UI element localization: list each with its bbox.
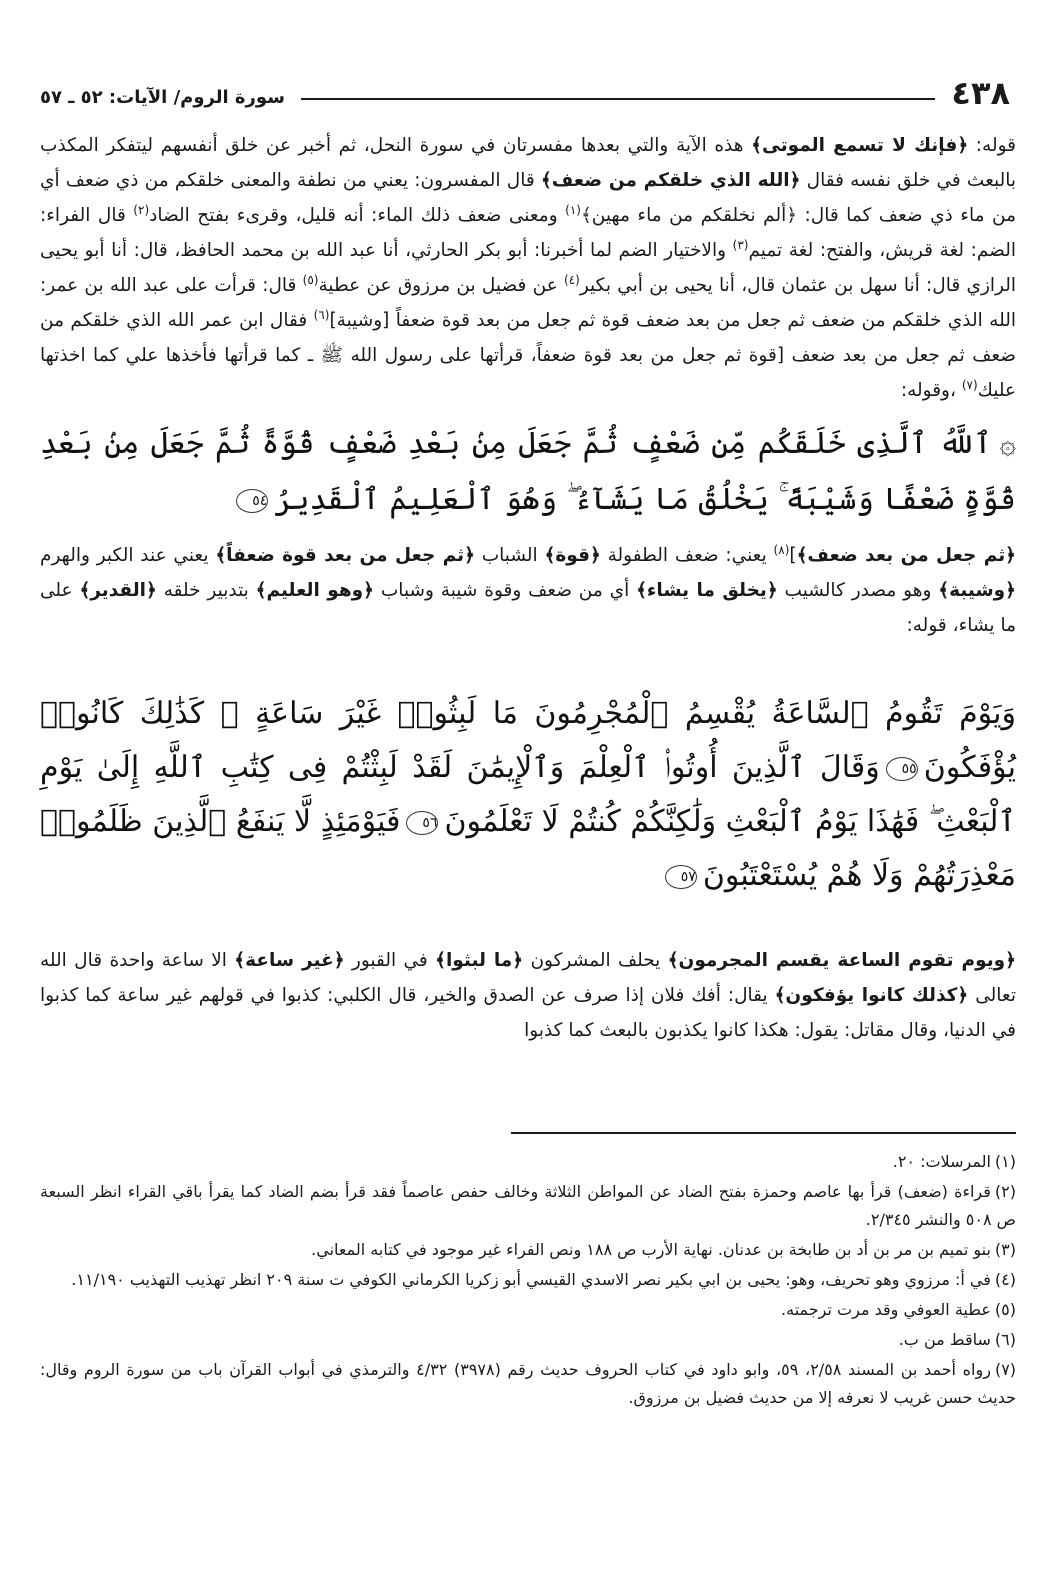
quoted-verse: ﴿وشيبة﴾ [938,580,1016,601]
footnote-ref-7[interactable]: (٧) [961,377,978,392]
quran-text: ٱللَّهُ ٱلَّذِى خَلَقَكُم مِّن ضَعْفٍ ثُمَّ جَعَلَ مِنۢ بَعْدِ ضَعْفٍ قُوَّةً ثُمَّ جَعَلَ مِنۢ بَعْدِ قُوَّةٍ ضَعْفًا وَشَيْبَةً ۚ يَخْلُقُ مَا يَشَآءُ ۖ وَهُوَ ٱلْعَلِيمُ ٱلْقَدِيرُ [40,426,1016,517]
footnote-number: (٢) [994,1182,1016,1201]
quoted-verse: ﴿يخلق ما يشاء﴾ [636,580,778,601]
rub-el-hizb-icon: ۞ [999,427,1016,460]
commentary-paragraph-1 [40,128,1016,408]
footnote-ref-4[interactable]: (٤) [564,272,580,287]
quran-text: وَيَوْمَ تَقُومُ ٱلسَّاعَةُ يُقْسِمُ ٱلْمُجْرِمُونَ مَا لَبِثُوا۟ غَيْرَ سَاعَةٍ ۚ كَذَٰلِكَ كَانُوا۟ يُؤْفَكُونَ [40,696,1016,785]
footnote-ref-6[interactable]: (٦) [313,307,330,322]
text-run: قال المفسرون: يعني من نطفة والمعنى خلقكم من ذي ضعف أي من ماء ذي ضعف كما قال: ﴿ألم نخلقكم من ماء مهين﴾ [40,170,1016,226]
text-run: بتدبير خلقه [156,580,256,601]
footnote-ref-8[interactable]: (٨) [773,542,790,557]
quoted-verse: ﴿ما لبثوا﴾ [435,950,524,971]
footnote-ref-5[interactable]: (٥) [302,272,319,287]
quoted-verse: ﴿وهو العليم﴾ [255,580,375,601]
text-run: في القبور [344,950,436,971]
text-run: عن فضيل بن مرزوق عن عطية [318,275,564,296]
text-run: فقال ابن عمر الله الذي خلقكم من ضعف ثم جعل من بعد ضعف [قوة ثم جعل من بعد قوة ضعفاً، قرأتها على رسول الله ﷺ ـ كما قرأتها فأخذها علي كما اخذتها عليك [40,310,1016,401]
text-run: هذه الآية والتي بعدها مفسرتان في سورة النحل، ثم أخبر عن خلق أنفسهم ليتفكر المكذب بالبعث في خلق نفسه فقال [40,135,1016,191]
book-page [40,70,1016,1561]
text-run: يعني: ضعف الطفولة [600,545,774,566]
header-rule [301,98,936,100]
footnote-number: (١) [994,1152,1016,1171]
text-run: على ما يشاء، قوله: [40,580,1016,636]
quran-verse-block-55-57 [40,687,1016,903]
ayah-number-marker: ٥٥ [886,757,918,781]
ayah-number-marker: ٥٤ [236,489,268,513]
footnote-text: قراءة (ضعف) قرأ بها عاصم وحمزة بفتح الضاد عن المواطن الثلاثة وخالف حفص عاصماً فقد قرأ بضم الضاد كما يقرأ باقي القراء انظر السبعة ص ٥٠٨ والنشر ٢/٣٤٥. [40,1182,1016,1229]
quoted-verse: ﴿الله الذي خلقكم من ضعف﴾ [540,170,801,191]
quoted-verse: ﴿القدير﴾ [79,580,157,601]
commentary-paragraph-3 [40,943,1016,1048]
text-run: قوله: [968,135,1016,156]
footnote-7 [40,1356,1016,1412]
ayah-number-marker: ٥٧ [665,865,697,889]
footnote-text: المرسلات: ٢٠. [892,1152,991,1171]
text-run: وهو مصدر كالشيب [777,580,939,601]
text-run: ] [789,545,797,566]
quran-verse-block-54 [40,416,1016,528]
text-run: قال: قرأت على عبد الله بن عمر: الله الذي خلقكم من ضعف ثم جعل من بعد ضعف قوة ثم جعل من بعد قوة ضعفاً [وشيبة] [40,275,1016,331]
footnote-number: (٥) [994,1300,1016,1319]
footnote-5 [40,1296,1016,1324]
text-run: أي من ضعف وقوة شيبة وشباب [374,580,637,601]
text-run: الشباب [474,545,545,566]
running-title: سورة الروم/ الآيات: ٥٢ ـ ٥٧ [40,86,285,108]
footnote-text: في أ: مرزوي وهو تحريف، وهو: يحيى بن ابي بكير نصر الاسدي القيسي أبو زكريا الكرماني الكوفي ت سنة ٢٠٩ انظر تهذيب التهذيب ١١/١٩٠. [71,1270,991,1289]
text-run: يقال: أفك فلان إذا صرف عن الصدق والخير، قال الكلبي: كذبوا في قولهم غير ساعة كما كذبوا في الدنيا، وقال مقاتل: يقول: هكذا كانوا يكذبون بالبعث كما كذبوا [40,985,1016,1041]
page-number: ٤٣٨ [951,74,1010,112]
footnote-3 [40,1236,1016,1264]
text-run: ومعنى ضعف ذلك الماء: أنه قليل، وقرىء بفتح الضاد [149,205,566,226]
page-header [40,70,1016,116]
footnote-ref-1[interactable]: (١) [565,202,581,217]
quran-text: وَقَالَ ٱلَّذِينَ أُوتُوا۟ ٱلْعِلْمَ وَٱلْإِيمَٰنَ لَقَدْ لَبِثْتُمْ فِى كِتَٰبِ ٱللَّهِ إِلَىٰ يَوْمِ ٱلْبَعْثِ ۖ فَهَٰذَا يَوْمُ ٱلْبَعْثِ وَلَٰكِنَّكُمْ كُنتُمْ لَا تَعْلَمُونَ [40,750,1017,839]
footnote-number: (٦) [994,1330,1016,1349]
footnote-separator [511,1132,1016,1134]
quoted-verse: ﴿فإنك لا تسمع الموتى﴾ [751,135,969,156]
text-run: ،وقوله: [900,380,962,401]
footnote-number: (٧) [994,1360,1017,1379]
footnote-number: (٣) [994,1240,1016,1259]
quoted-verse: ﴿ويوم تقوم الساعة يقسم المجرمون﴾ [667,950,1016,971]
footnote-text: ساقط من ب. [898,1330,991,1349]
footnote-1 [40,1148,1016,1176]
quoted-verse: ﴿قوة﴾ [544,545,601,566]
text-run: قال الفراء: الضم: لغة قريش، والفتح: لغة تميم [40,205,1016,261]
ayah-number-marker: ٥٦ [406,811,438,835]
text-run: والاختيار الضم لما أخبرنا: أبو بكر الحارثي، أنا عبد الله بن محمد الحافظ، قال: أنا أبو يحيى الرازي قال: أنا سهل بن عثمان قال، أنا يحيى بن أبي بكير [40,240,1017,296]
footnote-4 [40,1266,1016,1294]
footnote-text: بنو تميم بن مر بن أد بن طابخة بن عدنان. نهاية الأرب ص ١٨٨ ونص الفراء غير موجود في كتابه المعاني. [311,1240,991,1259]
footnote-ref-3[interactable]: (٣) [732,237,749,252]
text-run: الا ساعة واحدة قال الله تعالى [40,950,1016,1006]
footnote-6 [40,1326,1016,1354]
commentary-paragraph-2 [40,538,1016,643]
footnote-text: رواه أحمد بن المسند ٢/٥٨، ٥٩، وابو داود في كتاب الحروف حديث رقم (٣٩٧٨) ٤/٣٢ والترمذي في أبواب القرآن باب من سورة الروم وقال: حديث حسن غريب لا نعرفه إلا من حديث فضيل بن مرزوق. [40,1360,1016,1407]
quoted-verse: ﴿ثم جعل من بعد قوة ضعفاً﴾ [215,545,475,566]
footnote-ref-2[interactable]: (٢) [133,202,150,217]
quoted-verse: ﴿غير ساعة﴾ [234,950,345,971]
quoted-verse: ﴿ثم جعل من بعد ضعف﴾ [796,545,1016,566]
quran-text: فَيَوْمَئِذٍ لَّا يَنفَعُ ٱلَّذِينَ ظَلَمُوا۟ مَعْذِرَتُهُمْ وَلَا هُمْ يُسْتَعْتَبُونَ [40,804,1016,893]
footnotes-section [40,1148,1016,1414]
text-run: يعني عند الكبر والهرم [40,545,216,566]
footnote-number: (٤) [994,1270,1016,1289]
footnote-2 [40,1178,1016,1234]
footnote-text: عطية العوفي وقد مرت ترجمته. [781,1300,991,1319]
text-run: يحلف المشركون [523,950,668,971]
quoted-verse: ﴿كذلك كانوا يؤفكون﴾ [774,985,969,1006]
